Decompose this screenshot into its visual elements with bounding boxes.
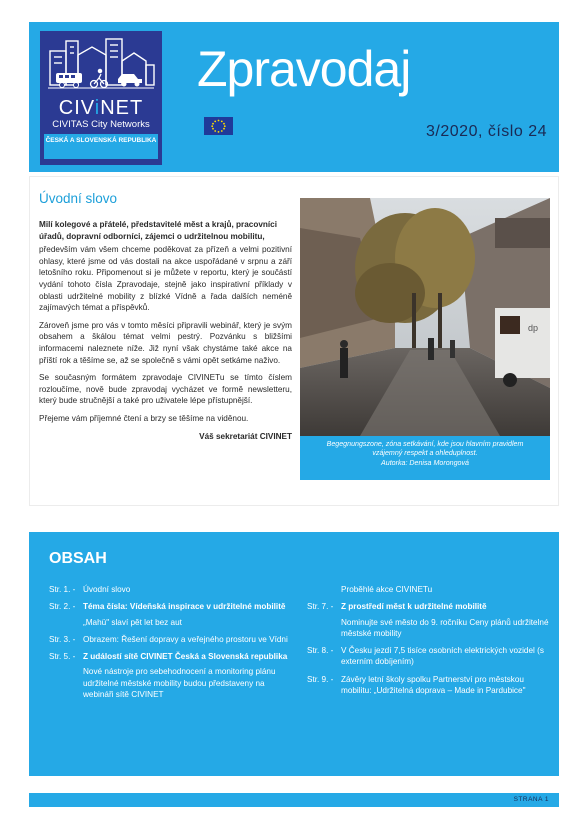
toc-item[interactable] bbox=[49, 634, 294, 645]
toc-title: V Česku jezdí 7,5 tisíce osobních elektrických vozidel (s externím dobíjením) bbox=[341, 646, 544, 667]
toc-item[interactable] bbox=[307, 645, 552, 668]
issue-number: 3/2020, číslo 24 bbox=[426, 123, 547, 140]
svg-text:dp: dp bbox=[528, 323, 539, 333]
photo-caption bbox=[300, 436, 550, 480]
toc-right-column bbox=[307, 584, 552, 702]
toc-page-number: Str. 9. - bbox=[307, 674, 334, 684]
toc-page-number: Str. 5. - bbox=[49, 652, 76, 662]
toc-title: Obrazem: Řešení dopravy a veřejného prostoru ve Vídni bbox=[83, 634, 288, 644]
toc-item[interactable] bbox=[307, 674, 552, 697]
caption-line: Autorka: Denisa Morongová bbox=[381, 458, 469, 467]
toc-page-number: Str. 3. - bbox=[49, 634, 76, 644]
toc-title: Závěry letní školy spolku Partnerství pro městskou mobilitu: „Udržitelná doprava – Made in Pardubice" bbox=[341, 674, 526, 696]
region-label: ČESKÁ A SLOVENSKÁ REPUBLIKA bbox=[44, 134, 158, 159]
toc-item[interactable] bbox=[49, 584, 294, 595]
newsletter-header bbox=[29, 22, 559, 172]
civinet-wordmark: CIViNET bbox=[58, 97, 144, 119]
toc-continuation: Proběhlé akce CIVINETu bbox=[341, 585, 433, 594]
contents-heading: OBSAH bbox=[49, 550, 107, 567]
city-skyline-icon bbox=[46, 35, 156, 93]
intro-paragraph: Přejeme vám příjemné čtení a brzy se těšíme na viděnou. bbox=[39, 413, 249, 423]
toc-title: Z událostí sítě CIVINET Česká a Slovenská republika bbox=[83, 652, 288, 662]
toc-subtitle: „Mahü" slaví pět let bez aut bbox=[83, 617, 182, 627]
section-heading: Úvodní slovo bbox=[39, 191, 118, 206]
toc-subtitle: Nominujte své město do 9. ročníku Ceny plánů udržitelné městské mobility bbox=[341, 617, 549, 638]
toc-left-column bbox=[49, 584, 294, 706]
newsletter-title: Zpravodaj bbox=[197, 41, 411, 97]
toc-subtitle: Nové nástroje pro sebehodnocení a monitoring plánu udržitelné městské mobility budou představeny na webináři sítě CIVINET bbox=[83, 667, 276, 700]
toc-page-number: Str. 7. - bbox=[307, 602, 334, 612]
eu-flag-icon bbox=[204, 117, 233, 135]
intro-paragraph: především vám všem chceme poděkovat za přízeň a velmi pozitivní ohlasy, které jsme od vás dostali na akce uspořádané v srpnu a září letošního roku. Připomenout si je můžete v reportu, který je součástí vydání tohoto čísla Zpravodaje, stejně jako inspirativní příklady v oblasti udržitelné mobility z blízké Vídně a řada dalších neméně zajímavých témat a příspěvků. bbox=[39, 245, 292, 313]
intro-paragraph: Se současným formátem zpravodaje CIVINETu se tímto číslem rozloučíme, nově bude zpravodaj vycházet ve formě newsletteru, který bude stručnější a také pro uživatele lépe přístupnější. bbox=[39, 373, 292, 406]
toc-item[interactable] bbox=[49, 651, 294, 700]
page-number: STRANA 1 bbox=[513, 796, 549, 803]
civinet-subtitle: CIVITAS City Networks bbox=[52, 119, 150, 130]
intro-body bbox=[39, 219, 292, 448]
toc-title: Úvodní slovo bbox=[83, 585, 131, 594]
street-photo bbox=[300, 198, 550, 436]
page-footer bbox=[29, 793, 559, 807]
caption-line: Begegnungszone, zóna setkávání, kde jsou hlavním pravidlem bbox=[326, 440, 524, 448]
toc-title: Téma čísla: Vídeňská inspirace v udržitelné mobilitě bbox=[83, 602, 286, 612]
intro-section bbox=[29, 176, 559, 506]
toc-title: Z prostředí měst k udržitelné mobilitě bbox=[341, 602, 487, 612]
toc-page-number: Str. 1. - bbox=[49, 585, 76, 594]
caption-line: vzájemný respekt a ohleduplnost. bbox=[372, 449, 478, 458]
intro-lead: Milí kolegové a přátelé, představitelé měst a krajů, pracovníci úřadů, dopravní odborníci, zájemci o udržitelnou mobilitu, bbox=[39, 220, 277, 241]
intro-paragraph: Zároveň jsme pro vás v tomto měsíci připravili webinář, který je svým obsahem a škálou témat velmi pestrý. Pozvánku s bližšími informacemi naleznete níže. Již nyní však chystáme také akce na příští rok a těšíme se, až se společně s vámi opět setkáme naživo. bbox=[39, 320, 292, 365]
civinet-logo bbox=[40, 31, 162, 165]
table-of-contents bbox=[29, 532, 559, 776]
signature: Váš sekretariát CIVINET bbox=[199, 431, 292, 441]
toc-page-number: Str. 2. - bbox=[49, 602, 76, 612]
toc-item[interactable] bbox=[49, 601, 294, 628]
toc-page-number: Str. 8. - bbox=[307, 646, 334, 656]
toc-item[interactable] bbox=[307, 601, 552, 639]
